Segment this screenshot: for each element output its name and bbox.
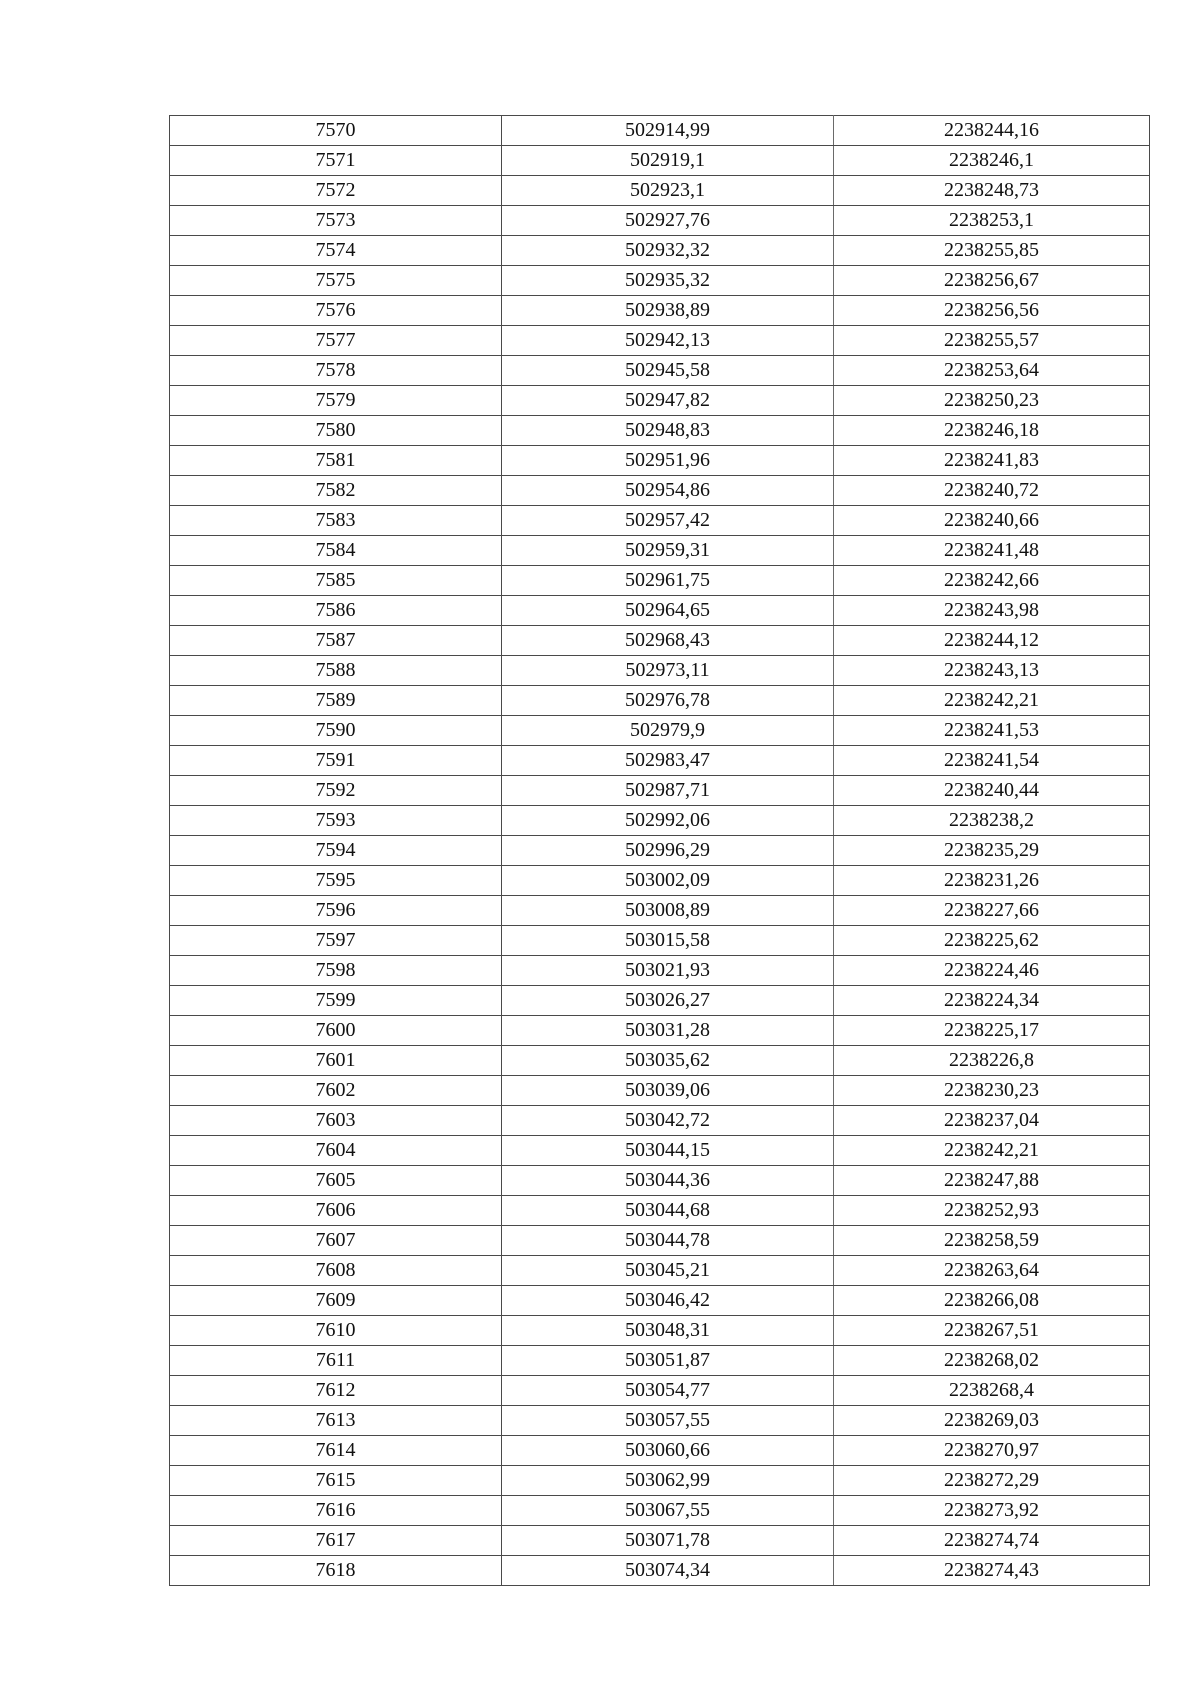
table-row [170, 836, 1150, 866]
table-row [170, 1346, 1150, 1376]
point-number-cell: 7576 [170, 296, 502, 326]
x-coordinate-cell: 502948,83 [502, 416, 834, 446]
point-number-cell: 7595 [170, 866, 502, 896]
y-coordinate-cell: 2238230,23 [834, 1076, 1150, 1106]
table-row [170, 176, 1150, 206]
x-coordinate-cell: 502987,71 [502, 776, 834, 806]
y-coordinate-cell: 2238242,21 [834, 686, 1150, 716]
table-row [170, 956, 1150, 986]
table-row [170, 206, 1150, 236]
table-row [170, 746, 1150, 776]
x-coordinate-cell: 503026,27 [502, 986, 834, 1016]
x-coordinate-cell: 502992,06 [502, 806, 834, 836]
point-number-cell: 7593 [170, 806, 502, 836]
x-coordinate-cell: 502951,96 [502, 446, 834, 476]
table-row [170, 116, 1150, 146]
point-number-cell: 7577 [170, 326, 502, 356]
point-number-cell: 7597 [170, 926, 502, 956]
point-number-cell: 7582 [170, 476, 502, 506]
y-coordinate-cell: 2238266,08 [834, 1286, 1150, 1316]
table-row [170, 566, 1150, 596]
x-coordinate-cell: 503044,78 [502, 1226, 834, 1256]
point-number-cell: 7587 [170, 626, 502, 656]
y-coordinate-cell: 2238253,1 [834, 206, 1150, 236]
y-coordinate-cell: 2238241,83 [834, 446, 1150, 476]
point-number-cell: 7581 [170, 446, 502, 476]
table-row [170, 1016, 1150, 1046]
x-coordinate-cell: 502923,1 [502, 176, 834, 206]
point-number-cell: 7607 [170, 1226, 502, 1256]
y-coordinate-cell: 2238269,03 [834, 1406, 1150, 1436]
y-coordinate-cell: 2238241,54 [834, 746, 1150, 776]
y-coordinate-cell: 2238224,46 [834, 956, 1150, 986]
point-number-cell: 7575 [170, 266, 502, 296]
table-row [170, 416, 1150, 446]
point-number-cell: 7594 [170, 836, 502, 866]
table-row [170, 716, 1150, 746]
y-coordinate-cell: 2238253,64 [834, 356, 1150, 386]
x-coordinate-cell: 502964,65 [502, 596, 834, 626]
point-number-cell: 7608 [170, 1256, 502, 1286]
x-coordinate-cell: 503045,21 [502, 1256, 834, 1286]
x-coordinate-cell: 502968,43 [502, 626, 834, 656]
x-coordinate-cell: 502932,32 [502, 236, 834, 266]
table-row [170, 1046, 1150, 1076]
y-coordinate-cell: 2238238,2 [834, 806, 1150, 836]
y-coordinate-cell: 2238248,73 [834, 176, 1150, 206]
y-coordinate-cell: 2238243,98 [834, 596, 1150, 626]
table-row [170, 1556, 1150, 1586]
point-number-cell: 7579 [170, 386, 502, 416]
table-row [170, 1436, 1150, 1466]
point-number-cell: 7586 [170, 596, 502, 626]
table-row [170, 1076, 1150, 1106]
y-coordinate-cell: 2238224,34 [834, 986, 1150, 1016]
y-coordinate-cell: 2238237,04 [834, 1106, 1150, 1136]
table-row [170, 806, 1150, 836]
point-number-cell: 7570 [170, 116, 502, 146]
table-row [170, 506, 1150, 536]
table-row [170, 326, 1150, 356]
point-number-cell: 7613 [170, 1406, 502, 1436]
point-number-cell: 7618 [170, 1556, 502, 1586]
table-row [170, 1226, 1150, 1256]
x-coordinate-cell: 503042,72 [502, 1106, 834, 1136]
y-coordinate-cell: 2238246,1 [834, 146, 1150, 176]
table-row [170, 626, 1150, 656]
y-coordinate-cell: 2238268,4 [834, 1376, 1150, 1406]
y-coordinate-cell: 2238246,18 [834, 416, 1150, 446]
table-row [170, 1376, 1150, 1406]
point-number-cell: 7578 [170, 356, 502, 386]
y-coordinate-cell: 2238267,51 [834, 1316, 1150, 1346]
point-number-cell: 7584 [170, 536, 502, 566]
x-coordinate-cell: 503031,28 [502, 1016, 834, 1046]
point-number-cell: 7589 [170, 686, 502, 716]
x-coordinate-cell: 502942,13 [502, 326, 834, 356]
table-row [170, 1166, 1150, 1196]
y-coordinate-cell: 2238244,16 [834, 116, 1150, 146]
y-coordinate-cell: 2238231,26 [834, 866, 1150, 896]
y-coordinate-cell: 2238242,66 [834, 566, 1150, 596]
x-coordinate-cell: 502914,99 [502, 116, 834, 146]
table-row [170, 1256, 1150, 1286]
x-coordinate-cell: 502954,86 [502, 476, 834, 506]
point-number-cell: 7603 [170, 1106, 502, 1136]
y-coordinate-cell: 2238273,92 [834, 1496, 1150, 1526]
table-row [170, 1136, 1150, 1166]
x-coordinate-cell: 503062,99 [502, 1466, 834, 1496]
point-number-cell: 7609 [170, 1286, 502, 1316]
y-coordinate-cell: 2238274,43 [834, 1556, 1150, 1586]
x-coordinate-cell: 503044,15 [502, 1136, 834, 1166]
x-coordinate-cell: 503051,87 [502, 1346, 834, 1376]
x-coordinate-cell: 502979,9 [502, 716, 834, 746]
table-row [170, 896, 1150, 926]
x-coordinate-cell: 502947,82 [502, 386, 834, 416]
x-coordinate-cell: 503044,68 [502, 1196, 834, 1226]
x-coordinate-cell: 502983,47 [502, 746, 834, 776]
table-row [170, 926, 1150, 956]
table-row [170, 1196, 1150, 1226]
y-coordinate-cell: 2238227,66 [834, 896, 1150, 926]
y-coordinate-cell: 2238244,12 [834, 626, 1150, 656]
x-coordinate-cell: 503035,62 [502, 1046, 834, 1076]
point-number-cell: 7572 [170, 176, 502, 206]
y-coordinate-cell: 2238241,48 [834, 536, 1150, 566]
point-number-cell: 7585 [170, 566, 502, 596]
point-number-cell: 7574 [170, 236, 502, 266]
point-number-cell: 7588 [170, 656, 502, 686]
point-number-cell: 7616 [170, 1496, 502, 1526]
y-coordinate-cell: 2238240,44 [834, 776, 1150, 806]
table-row [170, 1286, 1150, 1316]
table-row [170, 1406, 1150, 1436]
x-coordinate-cell: 502959,31 [502, 536, 834, 566]
x-coordinate-cell: 503057,55 [502, 1406, 834, 1436]
x-coordinate-cell: 502961,75 [502, 566, 834, 596]
coordinates-table [169, 115, 1150, 1586]
x-coordinate-cell: 503002,09 [502, 866, 834, 896]
table-row [170, 296, 1150, 326]
x-coordinate-cell: 503067,55 [502, 1496, 834, 1526]
y-coordinate-cell: 2238247,88 [834, 1166, 1150, 1196]
x-coordinate-cell: 503021,93 [502, 956, 834, 986]
point-number-cell: 7615 [170, 1466, 502, 1496]
y-coordinate-cell: 2238243,13 [834, 656, 1150, 686]
y-coordinate-cell: 2238225,17 [834, 1016, 1150, 1046]
table-row [170, 1466, 1150, 1496]
x-coordinate-cell: 502945,58 [502, 356, 834, 386]
point-number-cell: 7571 [170, 146, 502, 176]
point-number-cell: 7573 [170, 206, 502, 236]
point-number-cell: 7601 [170, 1046, 502, 1076]
x-coordinate-cell: 502996,29 [502, 836, 834, 866]
table-row [170, 146, 1150, 176]
y-coordinate-cell: 2238226,8 [834, 1046, 1150, 1076]
y-coordinate-cell: 2238225,62 [834, 926, 1150, 956]
table-row [170, 656, 1150, 686]
table-row [170, 596, 1150, 626]
table-row [170, 536, 1150, 566]
point-number-cell: 7611 [170, 1346, 502, 1376]
point-number-cell: 7600 [170, 1016, 502, 1046]
point-number-cell: 7598 [170, 956, 502, 986]
x-coordinate-cell: 503048,31 [502, 1316, 834, 1346]
table-row [170, 236, 1150, 266]
point-number-cell: 7583 [170, 506, 502, 536]
x-coordinate-cell: 503044,36 [502, 1166, 834, 1196]
y-coordinate-cell: 2238255,57 [834, 326, 1150, 356]
y-coordinate-cell: 2238270,97 [834, 1436, 1150, 1466]
x-coordinate-cell: 503008,89 [502, 896, 834, 926]
point-number-cell: 7610 [170, 1316, 502, 1346]
y-coordinate-cell: 2238274,74 [834, 1526, 1150, 1556]
y-coordinate-cell: 2238240,72 [834, 476, 1150, 506]
table-row [170, 266, 1150, 296]
coordinates-table-body [170, 116, 1150, 1586]
table-row [170, 1106, 1150, 1136]
point-number-cell: 7614 [170, 1436, 502, 1466]
point-number-cell: 7596 [170, 896, 502, 926]
y-coordinate-cell: 2238255,85 [834, 236, 1150, 266]
y-coordinate-cell: 2238240,66 [834, 506, 1150, 536]
x-coordinate-cell: 503015,58 [502, 926, 834, 956]
point-number-cell: 7606 [170, 1196, 502, 1226]
y-coordinate-cell: 2238258,59 [834, 1226, 1150, 1256]
table-row [170, 446, 1150, 476]
x-coordinate-cell: 503054,77 [502, 1376, 834, 1406]
table-row [170, 386, 1150, 416]
point-number-cell: 7604 [170, 1136, 502, 1166]
y-coordinate-cell: 2238256,67 [834, 266, 1150, 296]
x-coordinate-cell: 503046,42 [502, 1286, 834, 1316]
x-coordinate-cell: 502938,89 [502, 296, 834, 326]
x-coordinate-cell: 503060,66 [502, 1436, 834, 1466]
y-coordinate-cell: 2238272,29 [834, 1466, 1150, 1496]
point-number-cell: 7580 [170, 416, 502, 446]
y-coordinate-cell: 2238250,23 [834, 386, 1150, 416]
x-coordinate-cell: 503039,06 [502, 1076, 834, 1106]
y-coordinate-cell: 2238235,29 [834, 836, 1150, 866]
point-number-cell: 7605 [170, 1166, 502, 1196]
x-coordinate-cell: 502957,42 [502, 506, 834, 536]
table-row [170, 686, 1150, 716]
y-coordinate-cell: 2238263,64 [834, 1256, 1150, 1286]
y-coordinate-cell: 2238252,93 [834, 1196, 1150, 1226]
y-coordinate-cell: 2238241,53 [834, 716, 1150, 746]
point-number-cell: 7592 [170, 776, 502, 806]
point-number-cell: 7612 [170, 1376, 502, 1406]
point-number-cell: 7617 [170, 1526, 502, 1556]
x-coordinate-cell: 502927,76 [502, 206, 834, 236]
point-number-cell: 7602 [170, 1076, 502, 1106]
x-coordinate-cell: 502976,78 [502, 686, 834, 716]
x-coordinate-cell: 502919,1 [502, 146, 834, 176]
table-row [170, 1316, 1150, 1346]
y-coordinate-cell: 2238242,21 [834, 1136, 1150, 1166]
table-row [170, 986, 1150, 1016]
x-coordinate-cell: 503074,34 [502, 1556, 834, 1586]
table-row [170, 1496, 1150, 1526]
table-row [170, 866, 1150, 896]
y-coordinate-cell: 2238268,02 [834, 1346, 1150, 1376]
point-number-cell: 7591 [170, 746, 502, 776]
table-row [170, 1526, 1150, 1556]
point-number-cell: 7599 [170, 986, 502, 1016]
x-coordinate-cell: 502973,11 [502, 656, 834, 686]
x-coordinate-cell: 502935,32 [502, 266, 834, 296]
table-row [170, 476, 1150, 506]
table-row [170, 356, 1150, 386]
table-row [170, 776, 1150, 806]
x-coordinate-cell: 503071,78 [502, 1526, 834, 1556]
y-coordinate-cell: 2238256,56 [834, 296, 1150, 326]
point-number-cell: 7590 [170, 716, 502, 746]
